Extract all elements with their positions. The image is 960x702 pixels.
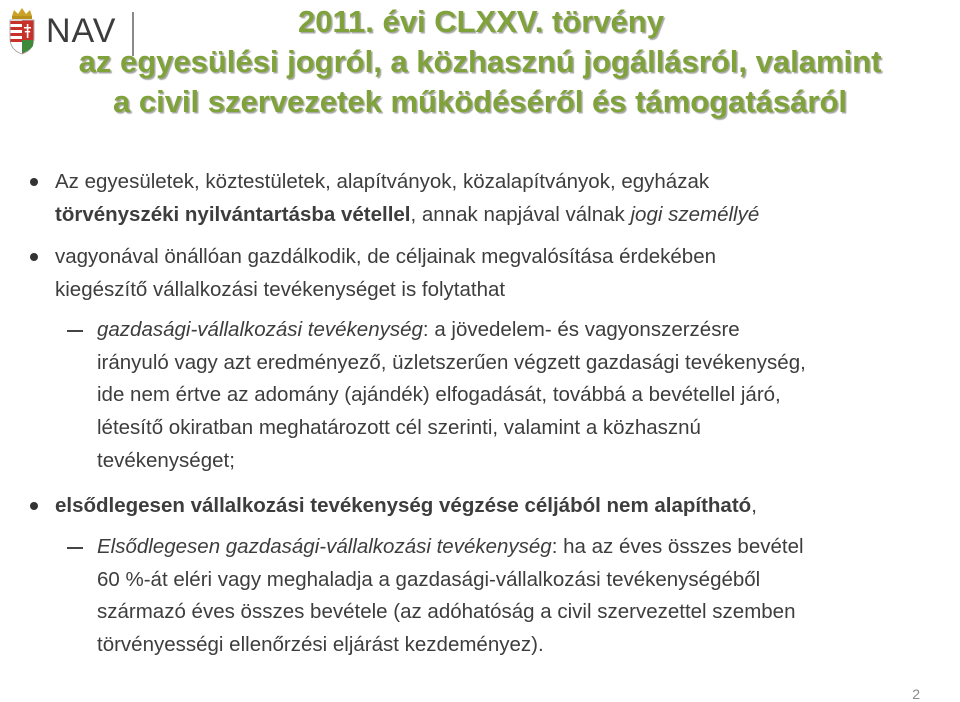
text-run: létesítő okiratban meghatározott cél szerinti, valamint a közhasznú [97,416,701,440]
bullet-dot [30,178,38,186]
text-run: kiegészítő vállalkozási tevékenységet is folytathat [55,277,506,301]
title-line-2: az egyesülési jogról, a közhasznú jogállásról, valamint [78,44,882,79]
text-run: Elsődlegesen gazdasági-vállalkozási tevékenység [97,535,552,558]
text-run: : ha az éves összes bevétel [551,535,804,558]
page-number: 2 [912,686,920,702]
bullet-1-line [55,201,759,229]
text-run: tevékenységet; [97,448,235,472]
bullet-1-line [55,168,709,196]
text-run: Az egyesületek, köztestületek, alapítványok, közalapítványok, egyházak [55,170,710,193]
text-run: irányuló vagy azt eredményező, üzletszerűen végzett gazdasági tevékenység, [97,350,806,374]
text-run: törvényszéki nyilvántartásba vétellel [55,202,411,226]
text-run: vagyonával önállóan gazdálkodik, de céljainak megvalósítása érdekében [55,245,716,268]
text-run: jogi személlyé [630,202,760,226]
text-run: , annak napjával válnak [410,202,631,226]
sub-item-1-line [97,414,701,442]
sub-item-1-line [97,316,740,344]
text-run: származó éves összes bevétele (az adóhatóság a civil szervezettel szemben [97,600,796,624]
sub-item-1-line [97,349,806,377]
sub-item-1-line [97,381,781,409]
bullet-dot [30,253,38,261]
bullet-dot [30,502,38,510]
bullet-2-line [55,276,505,304]
sub-item-2-line [97,598,795,626]
bullet-2-line [55,243,716,271]
text-run: elsődlegesen vállalkozási tevékenység végzése céljából nem alapítható [55,494,752,517]
sub-item-1-line [97,447,235,475]
text-run: : a jövedelem- és vagyonszerzésre [422,318,740,341]
slide-title [0,2,960,122]
text-run: 60 %-át eléri vagy meghaladja a gazdasági-vállalkozási tevékenységéből [97,567,761,591]
logo-text: NAV [46,12,117,50]
sub-item-2-line [97,631,544,659]
title-line-3: a civil szervezetek működéséről és támogatásáról [112,84,848,119]
bullet-3-line [55,492,757,520]
sub-item-2-line [97,533,804,561]
sub-bullet-dash [67,547,83,549]
sub-bullet-dash [67,330,83,332]
text-run: ide nem értve az adomány (ajándék) elfogadását, továbbá a bevétellel járó, [97,383,781,407]
text-run: gazdasági-vállalkozási tevékenység [97,318,423,341]
text-run: törvényességi ellenőrzési eljárást kezdeményez). [97,633,544,657]
sub-item-2-line [97,566,760,594]
text-run: , [751,494,757,517]
title-line-1: 2011. évi CLXXV. törvény [298,4,664,39]
